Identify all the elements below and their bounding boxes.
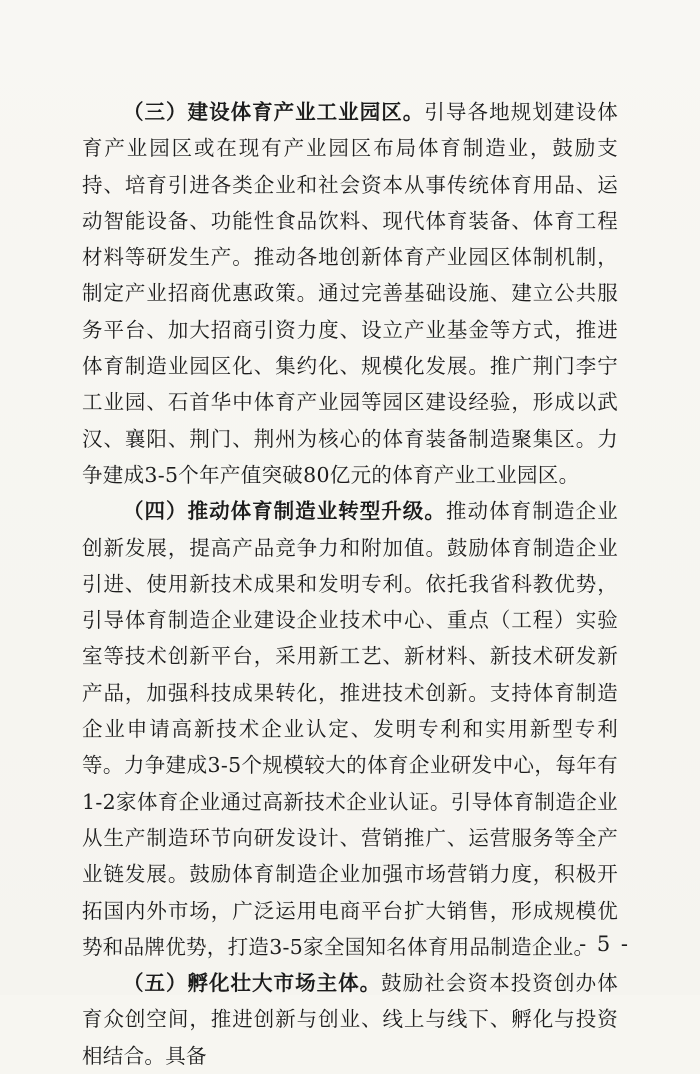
paragraph-market-entities — [82, 965, 618, 1074]
paragraph-manufacturing-upgrade — [82, 493, 618, 965]
section-heading: （三）建设体育产业工业园区。 — [123, 100, 425, 124]
paragraph-text: 引导各地规划建设体育产业园区或在现有产业园区布局体育制造业，鼓励支持、培育引进各类企业和社会资本从事传统体育用品、运动智能设备、功能性食品饮料、现代体育装备、体育工程材料等研发生产。推动各地创新体育产业园区体制机制，制定产业招商优惠政策。通过完善基础设施、建立公共服务平台、加大招商引资力度、设立产业基金等方式，推进体育制造业园区化、集约化、规模化发展。推广荆门李宁工业园、石首华中体育产业园等园区建设经验，形成以武汉、襄阳、荆门、荆州为核心的体育装备制造聚集区。力争建成3-5个年产值突破80亿元的体育产业工业园区。 — [82, 100, 618, 487]
document-body — [82, 94, 618, 1074]
section-heading: （五）孵化壮大市场主体。 — [123, 971, 382, 996]
page-number: - 5 - — [579, 932, 630, 956]
paragraph-text: 推动体育制造企业创新发展，提高产品竞争力和附加值。鼓励体育制造企业引进、使用新技术成果和发明专利。依托我省科教优势，引导体育制造企业建设企业技术中心、重点（工程）实验室等技术创新平台，采用新工艺、新材料、新技术研发新产品，加强科技成果转化，推进技术创新。支持体育制造企业申请高新技术企业认定、发明专利和实用新型专利等。力争建成3-5个规模较大的体育企业研发中心，每年有1-2家体育企业通过高新技术企业认证。引导体育制造企业从生产制造环节向研发设计、营销推广、运营服务等全产业链发展。鼓励体育制造企业加强市场营销力度，积极开拓国内外市场，广泛运用电商平台扩大销售，形成规模优势和品牌优势，打造3-5家全国知名体育用品制造企业。 — [82, 499, 619, 959]
paragraph-text: 鼓励社会资本投资创办体育众创空间，推进创新与创业、线上与线下、孵化与投资相结合。具备 — [82, 971, 618, 1068]
paragraph-industrial-parks — [82, 94, 618, 493]
section-heading: （四）推动体育制造业转型升级。 — [123, 499, 446, 524]
